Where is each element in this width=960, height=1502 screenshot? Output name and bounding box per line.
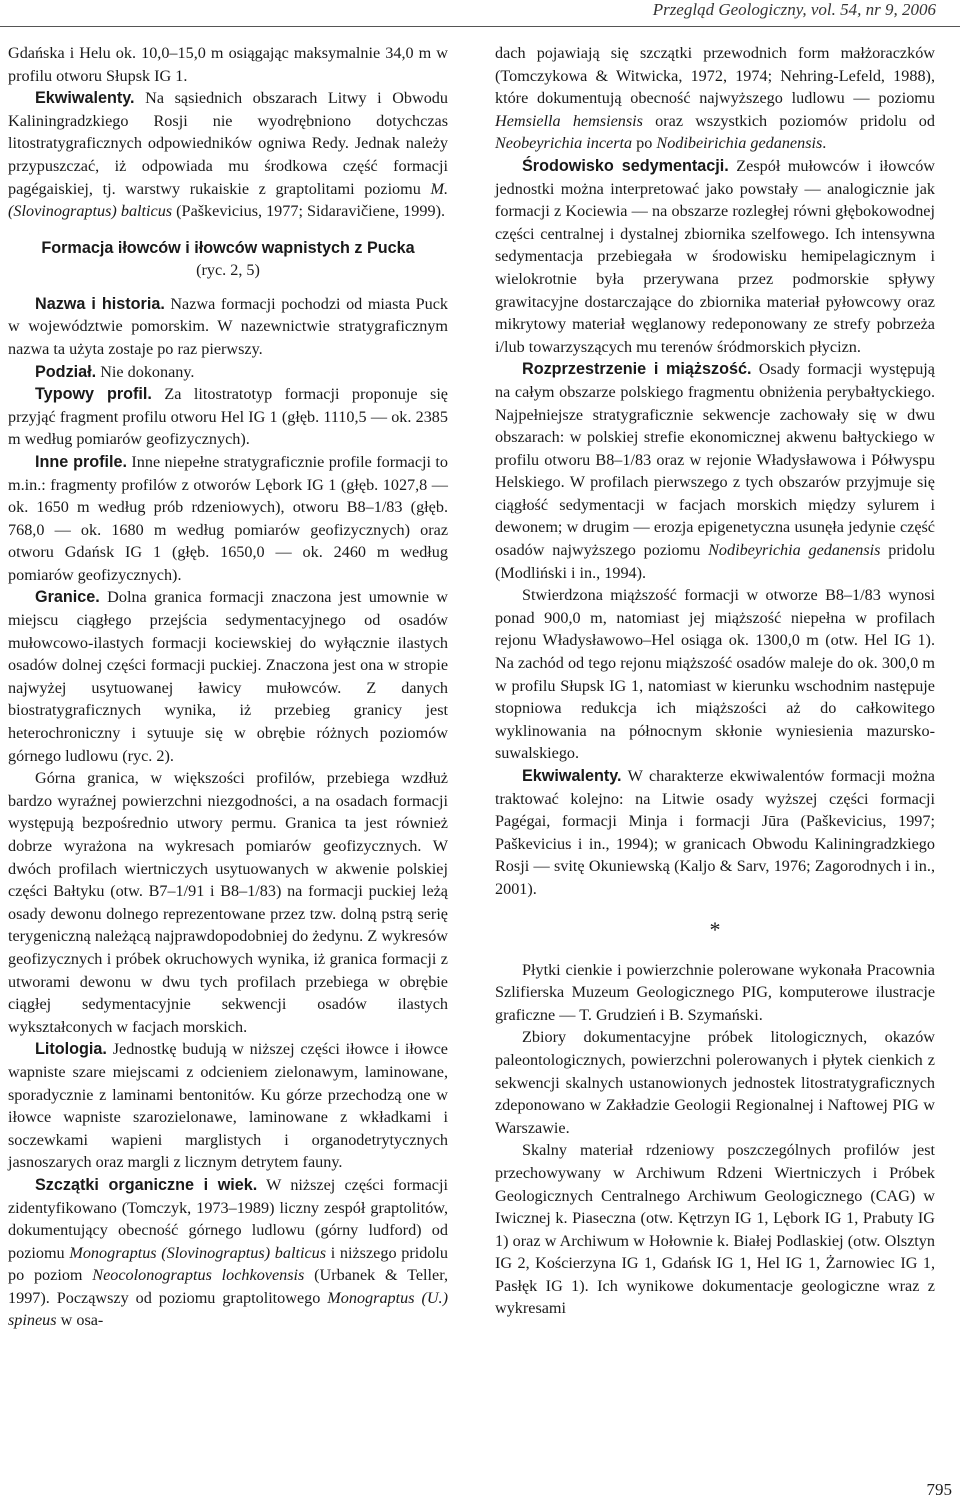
header-rule [0,26,960,27]
paragraph-gorna-granica: Górna granica, w większości profilów, przebiega wzdłuż bardzo wyraźnej powierzchni niezgodności, a na osadach formacji występują bezpośrednio utwory permu. Granica ta jest również dobrze wyrażona na wykresach pomiarów geofizycznych. W dwóch profilach wiertniczych usytuowanych w akwenie polskiej części Bałtyku (otw. B7–1/91 i B8–1/83) na formacji puckiej leżą osady dewonu dolnego reprezentowane przez tzw. dolną pstrą serię terygeniczną należącą najprawdopodobniej do żedynu. Z wykresów geofizycznych i próbek okruchowych wynika, iż granica formacji z utworami dewonu w dwu tych profilach przebiega w obrębie ciągłej sedymentacyjnie sekwencji osadów ilastych wykształconych w facjach morskich. [8,769,448,1036]
paragraph-srodowisko: Środowisko sedymentacji. Zespół mułowców i iłowców jednostki można interpretować jako powstały — analogicznie jak formacji z Kociewia — na obszarze rozległej równi głębokowodnej części centralnej i dystalnej zbiornika szelfowego. Ich intensywna sedymentacja przebiegała w środowisku hemipelagicznym i wielokrotnie była przerywana przez podmorskie spływy grawitacyjne dostarczające do zbiornika materiał pyłowcowy oraz mikrytowy materiał węglanowy redeponowany ze strefy pobrzeża i/lub towarzyszących mu terenów śródmorskich płycizn. [495,156,935,356]
paragraph-zbiory: Zbiory dokumentacyjne próbek litologicznych, okazów paleontologicznych, powierzchni polerowanych i płytek cienkich z sekwencji skalnych ustanowionych jednostek litostratygraficznych zdeponowano w Zakładzie Geologii Regionalnej i Naftowej PIG w Warszawie. [495,1028,935,1137]
paragraph-skalny: Skalny materiał rdzeniowy poszczególnych profilów jest przechowywany w Archiwum Rdzeni Wiertniczych i Próbek Geologicznych Centralnego Archiwum Geologicznego (CAG) w Iwicznej k. Piaseczna (otw. Kętrzyn IG 1, Lębork IG 1, Prabuty IG 1) oraz w Archiwum w Hołownie k. Białej Podlaskiej (otw. Olsztyn IG 2, Kościerzyna IG 1, Gdańsk IG 1, Hel IG 1, Żarnowiec IG 1, Pasłęk IG 1). Ich wynikowe dokumentacje geologiczne wraz z wykresami [495,1141,935,1318]
left-column [8,42,448,1332]
section-heading: Formacja iłowców i iłowców wapnistych z Pucka (ryc. 2, 5) [41,238,415,279]
paragraph-granice: Granice. Dolna granica formacji znaczona jest umownie w miejscu ciągłego przejścia sedymentacyjnego od osadów mułowcowo-ilastych formacji kociewskiej do wyłącznie ilastych osadów dolnej części formacji puckiej. Znaczona jest ona w stropie najwyżej usytuowanej ławicy mułowców. Z danych biostratygraficznych wynika, iż przebieg granicy jest heterochroniczny i sytuuje się w obrębie różnych poziomów górnego ludlowu (ryc. 2). [8,588,448,765]
paragraph-litologia: Litologia. Jednostkę budują w niższej części iłowce i iłowce wapniste szare miejscami z odcieniem zielonawym, laminowane, sporadycznie z laminami bentonitów. Ku górze przechodzą one w iłowce wapniste szarozielonawe, laminowane z wkładkami i soczewkami wapieni marglistych i organodetrytycznych jasnoszarych oraz margli z licznym detrytem fauny. [8,1040,448,1172]
paragraph-rozprzestrzenie: Rozprzestrzenie i miąższość. Osady formacji występują na całym obszarze polskiego fragmentu obniżenia perybałtyckiego. Najpełniejsze stratygraficznie sekwencje zachowały się w dwu obszarach: w polskiej strefie ekonomicznej akwenu bałtyckiego w profilu otworu B8–1/83 oraz w rejonie Władysławowa i Półwyspu Helskiego. W profilach pierwszego z tych obszarów przyjmuje się ciągłość sedymentacji w facjach morskich między sylurem i dewonem; w drugim — erozja epigenetyczna usunęła jedynie część osadów najwyższego poziomu Nodibeyrichia gedanensis pridolu (Modliński i in., 1994). [495,360,935,582]
paragraph-podzial: Podział. Nie dokonany. [35,362,195,381]
section-separator: * [709,916,721,942]
paragraph: dach pojawiają się szczątki przewodnich form małżoraczków (Tomczykowa & Witwicka, 1972, 1974; Nehring-Lefeld, 1988), które dokumentują obecność najwyższego ludlowu — poziomu Hemsiella hemsiensis oraz wszystkich poziomów pridolu od Neobeyrichia incerta po Nodibeirichia gedanensis. [495,44,935,153]
paragraph-inne: Inne profile. Inne niepełne stratygraficznie profile formacji to m.in.: fragmenty profilów z otworów Lębork IG 1 (głęb. 1027,8 — ok. 1650 m według prób rdzeniowych), otworu B8–1/83 (głęb. 768,0 — ok. 1680 m według pomiarów geofizycznych) oraz otworu Gdańsk IG 1 (głęb. 1650,0 — ok. 2460 m według pomiarów geofizycznych). [8,452,448,584]
paragraph-szczatki: Szczątki organiczne i wiek. W niższej części formacji zidentyfikowano (Tomczyk, 1973–1989) liczny zespół graptolitów, dokumentujący obecność górnego ludlowu (górny ludford) od poziomu Monograptus (Slovinograptus) balticus i niższego pridolu po poziom Neocolonograptus lochkovensis (Urbanek & Teller, 1997). Począwszy od poziomu graptolitowego Monograptus (U.) spineus w osa- [8,1175,448,1330]
paragraph-miazszosc: Stwierdzona miąższość formacji w otworze B8–1/83 wynosi ponad 900,0 m, natomiast jej miąższość niepełna w profilach rejonu Władysławowo–Hel osiąga ok. 1300,0 m (otw. Hel IG 1). Na zachód od tego rejonu miąższość osadów maleje do ok. 300,0 m w profilu Słupsk IG 1, natomiast w kierunku wschodnim następuje stopniowa redukcja ich miąższości aż do całkowitego wyklinowania na północnym skłonie wyniesienia mazursko-suwalskiego. [495,586,935,763]
running-header [0,0,960,30]
paragraph: Gdańska i Helu ok. 10,0–15,0 m osiągając maksymalnie 34,0 m w profilu otworu Słupsk IG 1. [8,44,448,85]
right-column [495,42,935,1320]
paragraph-typowy: Typowy profil. Za litostratotyp formacji proponuje się przyjąć fragment profilu otworu Hel IG 1 (głęb. 1110,5 — ok. 2385 m według pomiarów geofizycznych). [8,385,448,449]
page-number: 795 [926,1480,952,1499]
paragraph-nazwa: Nazwa i historia. Nazwa formacji pochodzi od miasta Puck w województwie pomorskim. W nazewnictwie stratygraficznym nazwa ta użyta zostaje po raz pierwszy. [8,294,448,358]
journal-title: Przegląd Geologiczny, vol. 54, nr 9, 2006 [652,0,936,19]
paragraph-ekwiwalenty: Ekwiwalenty. Na sąsiednich obszarach Litwy i Obwodu Kaliningradzkiego Rosji nie wyodrębniono dotychczas litostratygraficznych odpowiedników ogniwa Redy. Jednak należy przypuszczać, iż odpowiada mu środkowa część formacji pagégaiskiej, tj. warstwy rukaiskie z graptolitami poziomu M. (Slovinograptus) balticus (Paškevicius, 1977; Sidaravičiene, 1999). [8,89,448,221]
paragraph-acknowledgements: Płytki cienkie i powierzchnie polerowane wykonała Pracownia Szlifierska Muzeum Geologicznego PIG, komputerowe ilustracje graficzne — T. Grudzień i B. Szymański. [495,960,935,1024]
paragraph-ekwiwalenty: Ekwiwalenty. W charakterze ekwiwalentów formacji można traktować kolejno: na Litwie osady wyższej części formacji Pagégai, formacji Minja i formacji Jūra (Paškevicius, 1997; Paškevicius i in., 1994); w granicach Obwodu Kaliningradzkiego Rosji — svitę Okuniewską (Kaljo & Sarv, 1976; Zagorodnych i in., 2001). [495,767,935,898]
